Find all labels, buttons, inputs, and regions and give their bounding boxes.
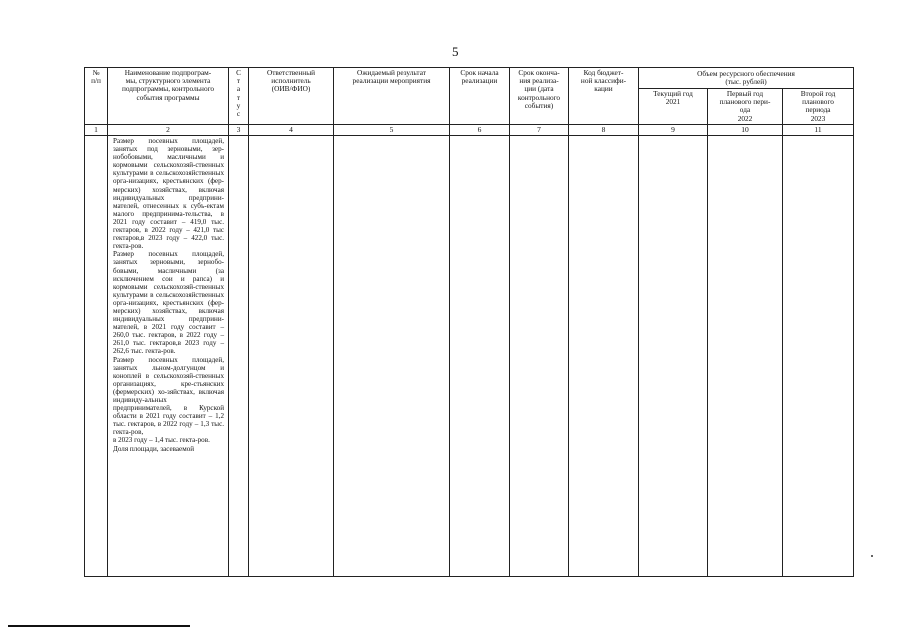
paragraph-sown-area-total: Размер посевных площадей, занятых под зерновыми, зер-нобобовыми, масличными и кормовыми сельскохозяй-ственных культурами в сельскохозяйственных орга-низациях, крестьянских (фер-мерских) хозяйствах, включая индивидуальных предприни-мателей, отнесенных к субъ-ектам малого предпринима-тельства, в 2021 году составит – 419,0 тыс. гектаров, в 2022 году – 421,0 тыс гектаров,в 2023 году – 422,0 тыс. гекта-ров.: [113, 137, 224, 251]
table-bottom-border: [84, 576, 854, 577]
col-border-4: [333, 67, 334, 576]
col-border-2: [228, 67, 229, 576]
footer-rule: [8, 625, 190, 627]
header-end-date: Срок оконча- ния реализа- ции (дата контрольного события): [517, 68, 561, 110]
column-number-8: 8: [601, 125, 606, 134]
header-name: Наименование подпрограм- мы, структурного элемента подпрограммы, контрольного события программы: [121, 68, 215, 102]
header-expected-result: Ожидаемый результат реализации мероприятия: [352, 68, 431, 86]
header-start-date: Срок начала реализации: [460, 68, 499, 86]
column-number-9: 9: [671, 125, 675, 134]
column-number-10: 10: [741, 125, 749, 134]
stray-mark: [871, 555, 873, 557]
col-border-7: [568, 67, 569, 576]
col-border-0: [84, 67, 85, 576]
col-border-9: [707, 88, 708, 576]
header-status: С т а т у с: [236, 68, 241, 119]
col-border-3: [248, 67, 249, 576]
column-number-7: 7: [537, 125, 541, 134]
header-second-plan-year: Второй год планового периода 2023: [800, 89, 836, 123]
table-row-description: [113, 137, 224, 453]
column-number-5: 5: [389, 125, 394, 134]
header-current-year: Текущий год 2021: [653, 89, 693, 107]
page-number: 5: [452, 44, 459, 59]
paragraph-area-share: Доля площади, засеваемой: [113, 444, 195, 453]
col-border-8: [638, 67, 639, 576]
column-number-1: 1: [94, 125, 98, 134]
column-number-6: 6: [477, 125, 482, 134]
paragraph-sown-area-flax: Размер посевных площадей, занятых льном-долгунцом и коноплей в сельскохозяй-ственных организациях, кре-стьянских (фермерских) хо-зяйствах, включая индивиду-альных предпринимателей, в Курской области в 2021 году составит – 1,2 тыс. гектаров, в 2022 году – 1,3 тыс. гекта-ров, в 2023 году – 1,4 тыс. гекта-ров.: [113, 355, 224, 445]
column-number-11: 11: [814, 125, 822, 134]
column-number-4: 4: [289, 125, 293, 134]
header-first-plan-year: Первый год планового пери- ода 2022: [719, 89, 771, 123]
column-number-2: 2: [166, 125, 170, 134]
column-number-3: 3: [236, 125, 241, 134]
header-number: № п/п: [91, 68, 101, 86]
header-resource-group: Объем ресурсного обеспечения (тыс. рублей): [697, 69, 795, 87]
col-border-1: [107, 67, 108, 576]
header-responsible: Ответственный исполнитель (ОИВ/ФИО): [266, 68, 316, 94]
col-border-11: [853, 67, 854, 576]
col-border-10: [782, 88, 783, 576]
col-border-5: [449, 67, 450, 576]
col-border-6: [509, 67, 510, 576]
column-numbers-bottom-border: [84, 135, 854, 136]
paragraph-sown-area-grain: Размер посевных площадей, занятых зерновыми, зернобо-бовыми, масличными (за исключением сои и рапса) и кормовыми сельскохозяй-ственных культурами в сельскохозяйственных орга-низациях, крестьянских (фер-мерских) хозяйствах, включая индивидуальных предприни-мателей, в 2021 году составит –260,0 тыс. гектаров, в 2022 году – 261,0 тыс. гектаров,в 2023 году – 262,6 тыс. гекта-ров.: [113, 250, 224, 356]
header-budget-code: Код бюджет- ной классифи- кации: [580, 68, 627, 94]
